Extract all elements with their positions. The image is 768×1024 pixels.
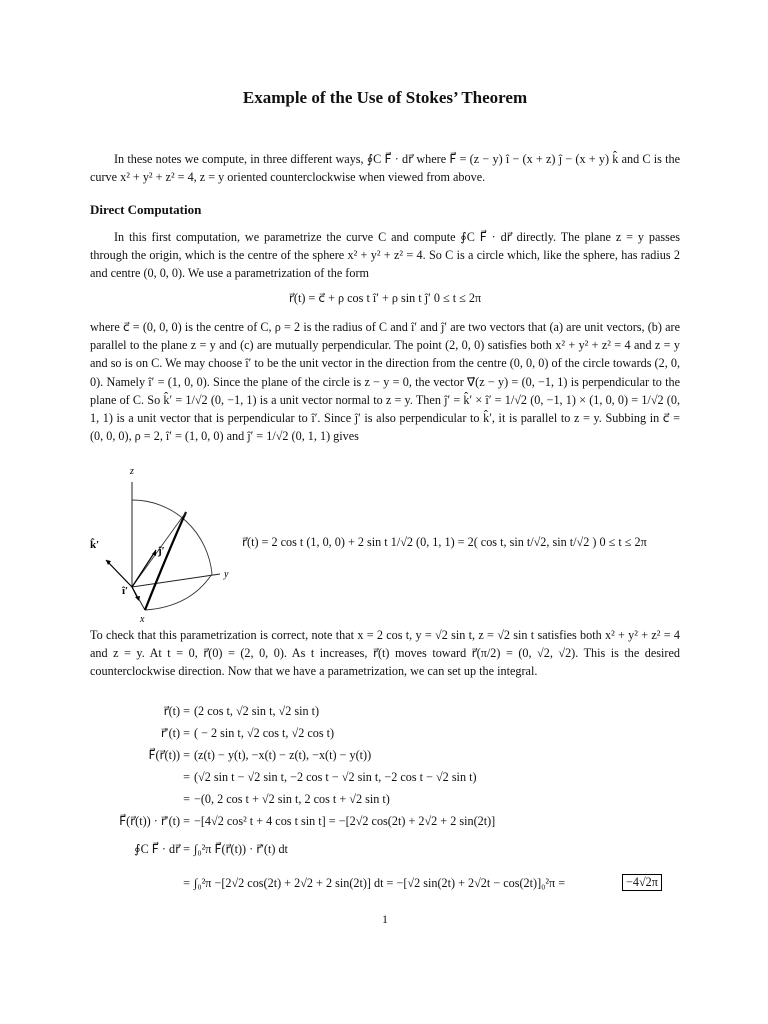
label-j-prime: ĵ′ — [158, 545, 165, 557]
integral-rhs: (√2 sin t − √2 sin t, −2 cos t − √2 sin t, −2 cos t − √2 sin t) — [194, 770, 477, 784]
integral-lhs: = — [183, 770, 190, 784]
integral-rhs: −[4√2 cos² t + 4 cos t sin t] = −[2√2 cos(2t) + 2√2 + 2 sin(2t)] — [194, 814, 496, 828]
integral-lhs: r⃗(t) = — [163, 704, 190, 718]
final-answer-box: −4√2π — [622, 874, 662, 891]
equation-parametrization: r⃗(t) = c⃗ + ρ cos t î′ + ρ sin t ĵ′ 0 ≤ t ≤ 2π — [288, 291, 482, 305]
label-k-prime: k̂′ — [90, 539, 100, 551]
sphere-outline — [132, 500, 212, 574]
paragraph-check: To check that this parametrization is correct, note that x = 2 cos t, y = √2 sin t, z = √2 sin t satisfies both x² + y² + z² = 4 and z = y. At t = 0, r⃗(0) = (2, 0, 0). As t increases, r⃗(t) moves toward r⃗(π/2) = (0, √2, √2). This is the desired counterclockwise direction. Now that we have a parametrization, we can set up the integral. — [90, 628, 680, 679]
integral-rhs: ∫₀²π F⃗(r⃗(t)) · r⃗′(t) dt — [194, 842, 288, 856]
page-number: 1 — [382, 912, 388, 926]
integral-lhs: = — [183, 792, 190, 806]
j-prime-vector — [132, 550, 156, 587]
integral-rhs: ( − 2 sin t, √2 cos t, √2 cos t) — [194, 726, 335, 740]
integral-rhs: ∫₀²π −[2√2 cos(2t) + 2√2 + 2 sin(2t)] dt = −[√2 sin(2t) + 2√2t − cos(2t)]₀²π = — [194, 876, 566, 890]
intro-paragraph: In these notes we compute, in three different ways, ∮C F⃗ · dr⃗ where F⃗ = (z − y) î − (x + z) ĵ − (x + y) k̂ and C is the curve x² + y² + z² = 4, z = y oriented counterclockwise when viewed from above. — [90, 152, 680, 185]
label-z: z — [130, 466, 134, 477]
label-i-prime: î′ — [122, 585, 129, 597]
integral-rhs: −(0, 2 cos t + √2 sin t, 2 cos t + √2 sin t) — [194, 792, 390, 806]
k-prime-vector — [106, 560, 132, 587]
integral-rhs: (z(t) − y(t), −x(t) − z(t), −x(t) − y(t)) — [194, 748, 372, 762]
integral-rhs: (2 cos t, √2 sin t, √2 sin t) — [194, 704, 320, 718]
page-title: Example of the Use of Stokes’ Theorem — [242, 88, 528, 107]
circle-figure — [90, 462, 240, 627]
section-heading: Direct Computation — [90, 202, 202, 217]
label-x: x — [140, 614, 145, 625]
integral-lhs: r⃗′(t) = — [160, 726, 190, 740]
document-page — [90, 0, 680, 1024]
sphere-outline-lower — [145, 574, 212, 610]
integral-lhs: F⃗(r⃗(t)) · r⃗′(t) = — [119, 814, 190, 828]
integral-lhs: F⃗(r⃗(t)) = — [148, 748, 190, 762]
paragraph-parametrize: In this first computation, we parametrize the curve C and compute ∮C F⃗ · dr⃗ directly. The plane z = y passes through the origin, which is the centre of the sphere x² + y² + z² = 4. So C is a circle which, like the sphere, has radius 2 and centre (0, 0, 0). We use a parametrization of the form — [90, 230, 680, 281]
integral-lhs: ∮C F⃗ · dr⃗ = — [134, 842, 190, 856]
equation-result: r⃗(t) = 2 cos t (1, 0, 0) + 2 sin t 1/√2 (0, 1, 1) = 2( cos t, sin t/√2, sin t/√2 ) 0 ≤ t ≤ 2π — [242, 535, 647, 549]
paragraph-choose-vectors: where c⃗ = (0, 0, 0) is the centre of C, ρ = 2 is the radius of C and î′ and ĵ′ are two vectors that (a) are unit vectors, (b) are parallel to the plane z = y and (c) are mutually perpendicular. The point (2, 0, 0) satisfies both x² + y² + z² = 4 and z = y and so is on C. We may choose î′ to be the unit vector in the direction from the centre (0, 0, 0) of the circle towards (2, 0, 0). Namely î′ = (1, 0, 0). Since the plane of the circle is z − y = 0, the vector ∇⃗(z − y) = (0, −1, 1) is perpendicular to the plane of C. So k̂′ = 1/√2 (0, −1, 1) is a unit vector normal to z = y. Then ĵ′ = k̂′ × î′ = 1/√2 (0, −1, 1) × (1, 0, 0) = 1/√2 (0, 1, 1) is a unit vector that is perpendicular to î′. Since ĵ′ is also perpendicular to k̂′, it is parallel to z = y. Subbing in c⃗ = (0, 0, 0), ρ = 2, î′ = (1, 0, 0) and ĵ′ = 1/√2 (0, 1, 1) gives — [90, 320, 680, 444]
integral-lhs: = — [183, 876, 190, 890]
label-y: y — [224, 569, 229, 580]
